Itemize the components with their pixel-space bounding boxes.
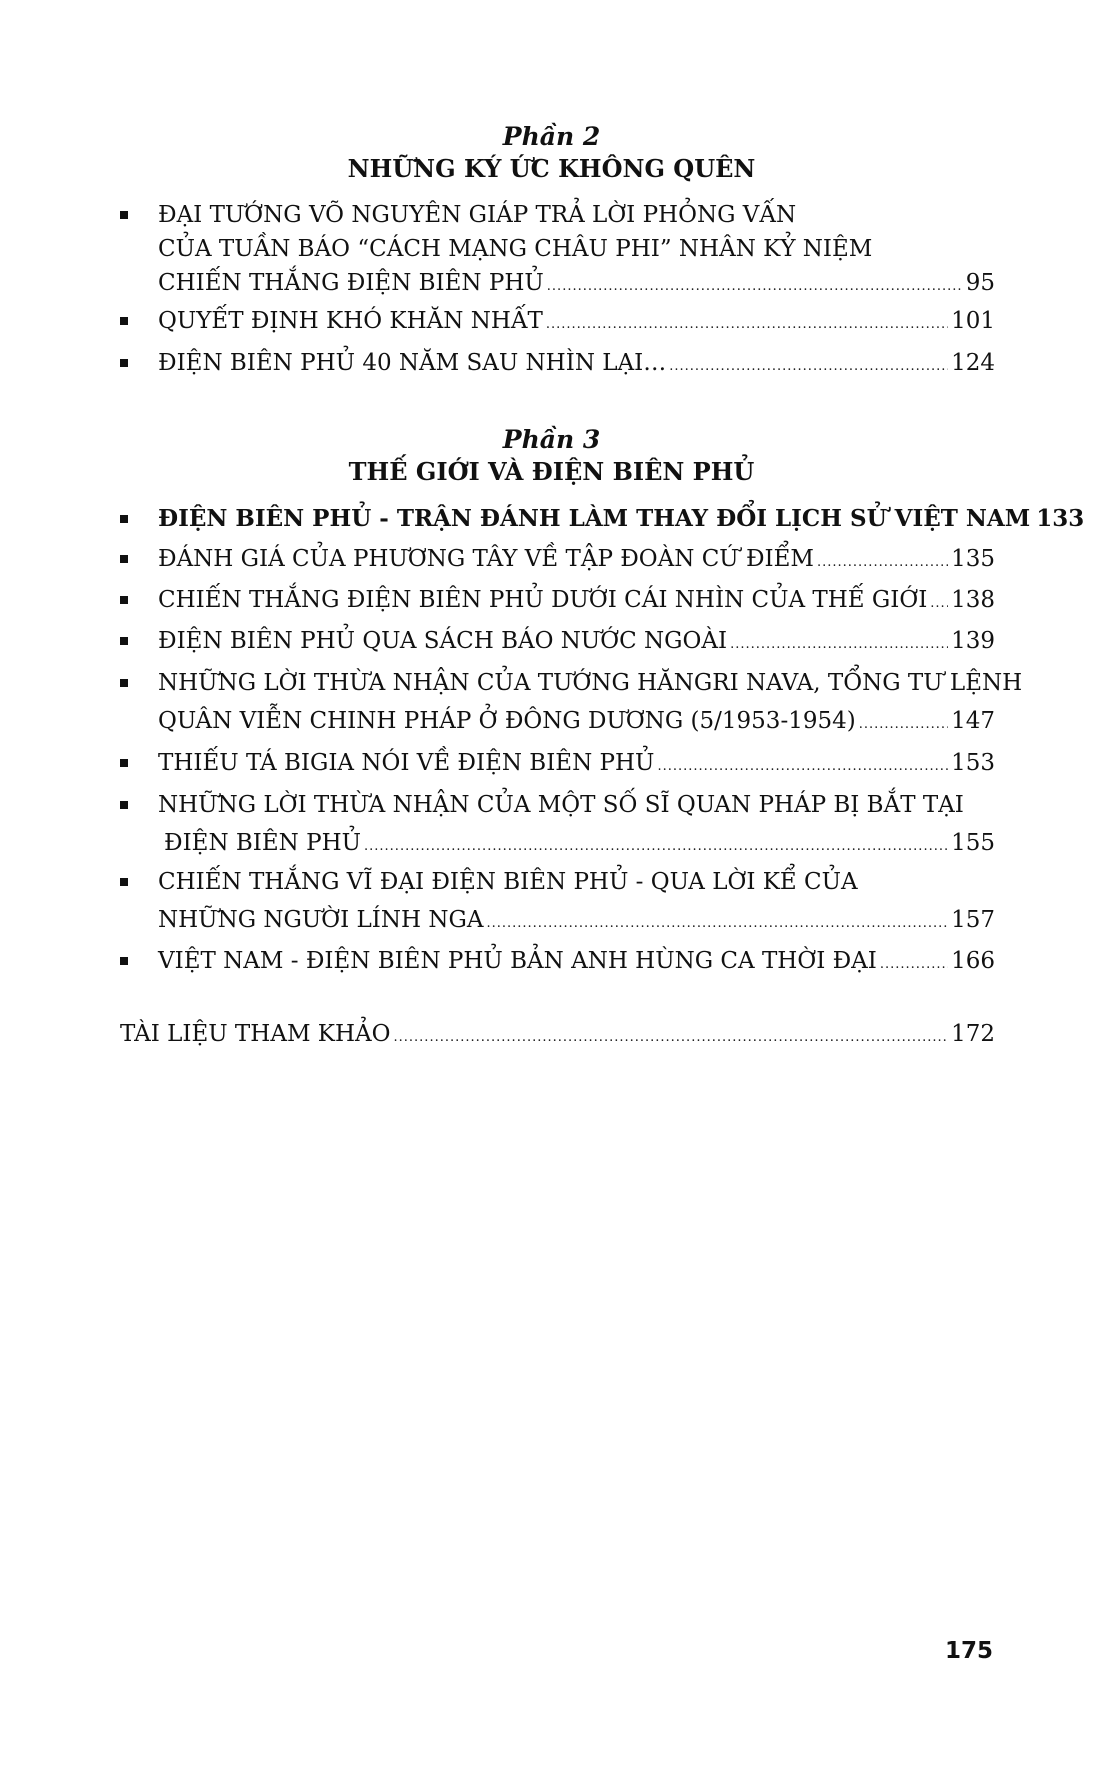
leader-dots [817,546,948,580]
bullet-icon [120,759,128,767]
entry-title-line: CHIẾN THẮNG ĐIỆN BIÊN PHỦ [158,270,544,296]
leader-dots [364,830,948,864]
entry-title-line: QUÂN VIỄN CHINH PHÁP Ở ĐÔNG DƯƠNG (5/1953-1954) [158,708,856,734]
entry-title-line: QUYẾT ĐỊNH KHÓ KHĂN NHẤT [158,308,543,334]
entry-title-line: THIẾU TÁ BIGIA NÓI VỀ ĐIỆN BIÊN PHỦ [158,750,655,776]
entry-page: 139 [951,628,995,654]
entry-page: 95 [965,270,995,296]
bullet-icon [120,555,128,563]
bullet-icon [120,637,128,645]
bullet-icon [120,679,128,687]
references-page: 172 [951,1021,995,1047]
bullet-icon [120,957,128,965]
entry-title-line: ĐẠI TƯỚNG VÕ NGUYÊN GIÁP TRẢ LỜI PHỎNG VẤN [158,202,797,228]
entry-title-line: NHỮNG LỜI THỪA NHẬN CỦA MỘT SỐ SĨ QUAN PHÁP BỊ BẮT TẠI [158,792,964,818]
entry-title-line: VIỆT NAM - ĐIỆN BIÊN PHỦ BẢN ANH HÙNG CA THỜI ĐẠI [158,948,877,974]
leader-dots [657,750,948,784]
leader-dots [669,350,948,384]
page-number: 175 [944,1638,993,1664]
entry-title-line: NHỮNG NGƯỜI LÍNH NGA [158,907,484,933]
part3-title: THẾ GIỚI VÀ ĐIỆN BIÊN PHỦ [348,457,755,486]
entry-page: 124 [951,350,995,376]
part2-label: Phần 2 [502,122,601,151]
entry-title-line: CHIẾN THẮNG ĐIỆN BIÊN PHỦ DƯỚI CÁI NHÌN CỦA THẾ GIỚI [158,587,928,613]
entry-page: 166 [951,948,995,974]
references-label: TÀI LIỆU THAM KHẢO [120,1021,391,1047]
entry-title-line: CỦA TUẦN BÁO “CÁCH MẠNG CHÂU PHI” NHÂN KỶ NIỆM [158,236,873,262]
entry-page: 153 [951,750,995,776]
entry-title-line: ĐIỆN BIÊN PHỦ [164,830,362,856]
entry-title-line: ĐÁNH GIÁ CỦA PHƯƠNG TÂY VỀ TẬP ĐOÀN CỨ ĐIỂM [158,546,814,572]
entry-page: 101 [951,308,995,334]
entry-title-line: CHIẾN THẮNG VĨ ĐẠI ĐIỆN BIÊN PHỦ - QUA LỜI KỂ CỦA [158,869,858,895]
leader-dots [930,587,948,621]
references-entry[interactable] [120,1021,995,1047]
entry-page: 157 [951,907,995,933]
bullet-icon [120,211,128,219]
leader-dots [859,708,948,742]
entry-page: 155 [951,830,995,856]
leader-dots [547,270,963,304]
entry-title-line: ĐIỆN BIÊN PHỦ 40 NĂM SAU NHÌN LẠI… [158,350,667,376]
leader-dots [394,1030,949,1045]
bullet-icon [120,515,128,523]
entry-title-line: NHỮNG LỜI THỪA NHẬN CỦA TƯỚNG HĂNGRI NAVA, TỔNG TƯ LỆNH [158,670,1023,696]
bullet-icon [120,317,128,325]
leader-dots [880,948,948,982]
leader-dots [486,907,948,941]
entry-title-line: ĐIỆN BIÊN PHỦ - TRẬN ĐÁNH LÀM THAY ĐỔI LỊCH SỬ VIỆT NAM [158,505,1031,532]
entry-page: 135 [951,546,995,572]
bullet-icon [120,359,128,367]
entry-page: 133 [1036,505,1085,532]
part2-title: NHỮNG KÝ ỨC KHÔNG QUÊN [347,154,756,183]
part3-label: Phần 3 [502,425,601,454]
bullet-icon [120,596,128,604]
entry-page: 147 [951,708,995,734]
leader-dots [546,308,948,342]
entry-title-line: ĐIỆN BIÊN PHỦ QUA SÁCH BÁO NƯỚC NGOÀI [158,628,728,654]
leader-dots [730,628,948,662]
bullet-icon [120,801,128,809]
bullet-icon [120,878,128,886]
entry-page: 138 [951,587,995,613]
